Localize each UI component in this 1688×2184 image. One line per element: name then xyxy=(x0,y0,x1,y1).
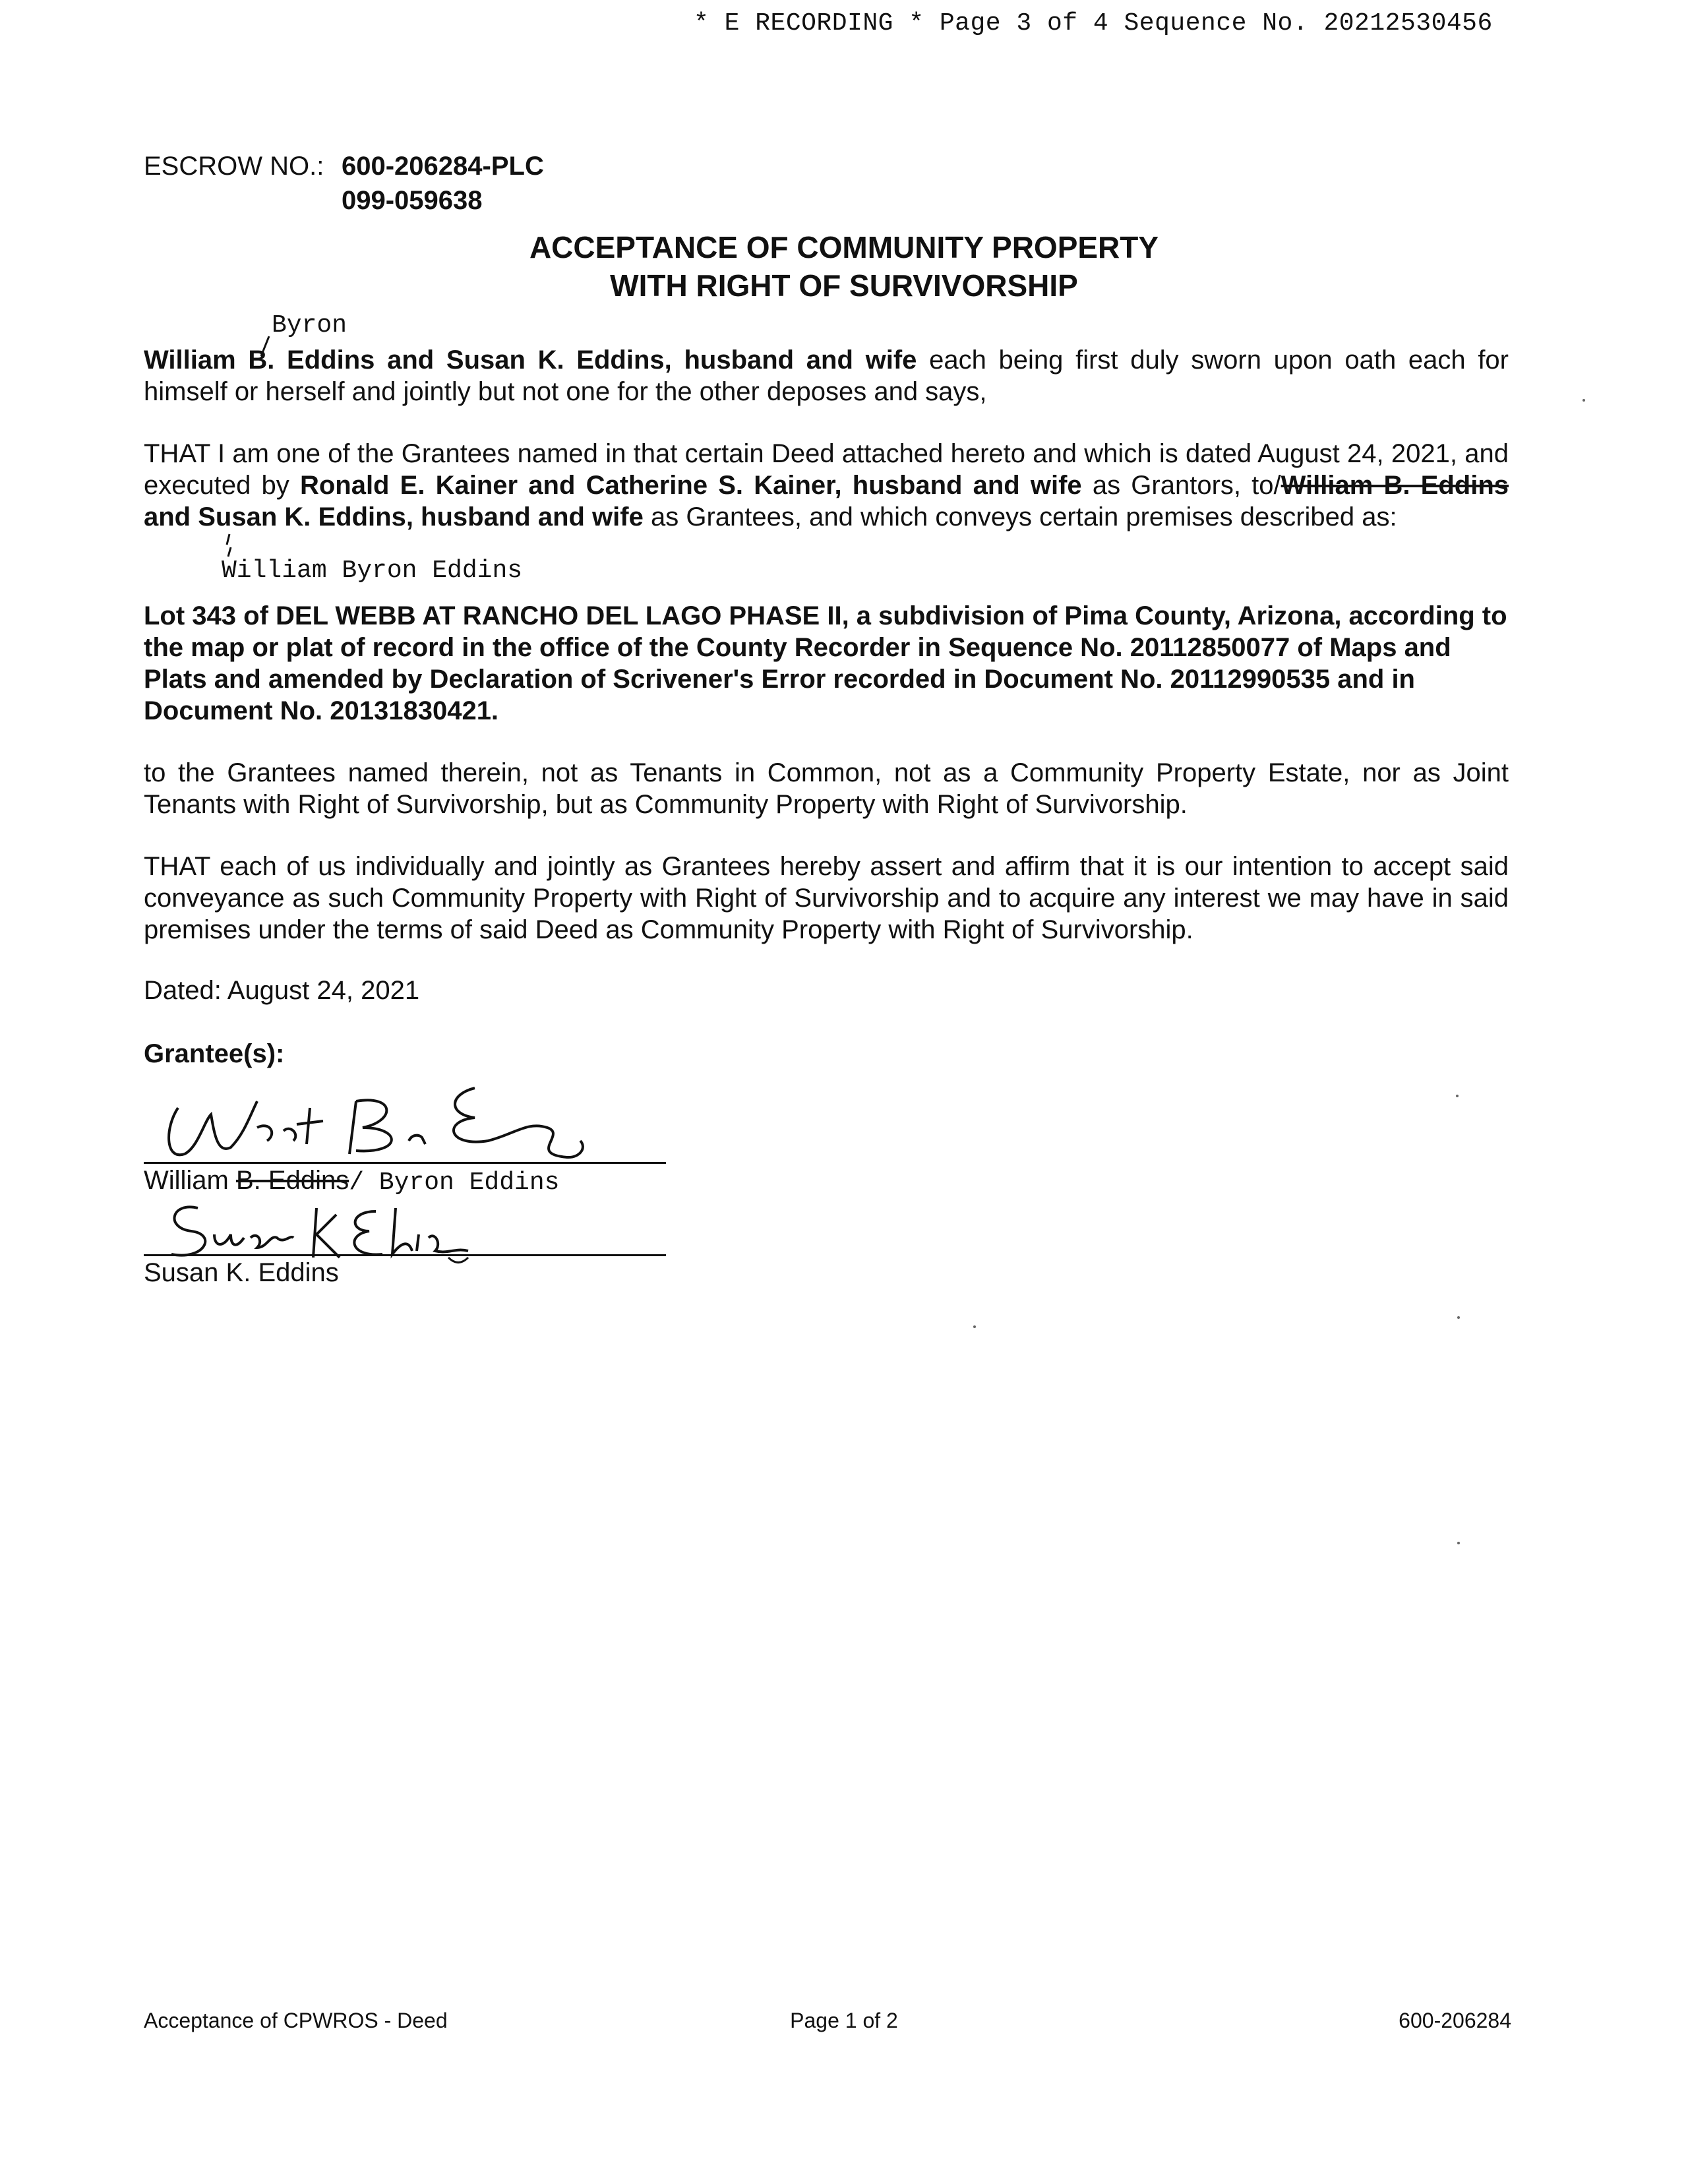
para2-text3: as Grantees, and which conveys certain premises described as: xyxy=(643,502,1397,531)
intro-name-part2: . Eddins and Susan K. Eddins, husband and wife xyxy=(267,346,917,375)
scan-speck xyxy=(1582,399,1585,402)
signature-line-1 xyxy=(144,1162,666,1164)
struck-grantee-name: William B. Eddins xyxy=(1281,471,1509,500)
signer-1-prefix: William xyxy=(144,1166,236,1195)
affirmation-paragraph: THAT each of us individually and jointly as Grantees hereby assert and affirm that it is our intention to accept said conveyance as such Community Property with Right of Survivorship and to acquire any interest we may have in said premises under the terms of said Deed as Community Property with Right of Survivorship. xyxy=(144,852,1509,944)
escrow-label: ESCROW NO.: xyxy=(144,152,324,181)
grantors-names: Ronald E. Kainer and Catherine S. Kainer, husband and wife xyxy=(299,471,1082,500)
legal-description: Lot 343 of DEL WEBB AT RANCHO DEL LAGO PHASE II, a subdivision of Pima County, Arizona, according to the map or plat of record in the office of the County Recorder in Sequence No. 20112850077 of Maps and Plats and amended by Declaration of Scrivener's Error recorded in Document No. 20112990535 and in Document No. 20131830421. xyxy=(144,601,1507,725)
handwritten-insert-byron: Byron xyxy=(272,311,347,340)
signer-1-printed-name xyxy=(144,1166,559,1197)
escrow-secondary-number: 099-059638 xyxy=(342,186,483,215)
handwritten-insert-full-name: William Byron Eddins xyxy=(222,557,523,585)
signature-william xyxy=(158,1068,620,1167)
document-title-line1: ACCEPTANCE OF COMMUNITY PROPERTY xyxy=(529,230,1159,264)
grantees-names: and Susan K. Eddins, husband and wife xyxy=(144,502,644,531)
scan-speck xyxy=(973,1325,976,1328)
footer-page-number: Page 1 of 2 xyxy=(790,2009,898,2032)
para2-text1: THAT I am one of the Grantees named in that certain Deed attached hereto and which is dated August 24, 2021, and executed by xyxy=(144,439,1509,500)
escrow-number: 600-206284-PLC xyxy=(342,152,544,181)
signature-line-2 xyxy=(144,1254,666,1256)
tenancy-paragraph: to the Grantees named therein, not as Tenants in Common, not as a Community Property Estate, nor as Joint Tenants with Right of Survivorship, but as Community Property with Right of Survivorship. xyxy=(144,758,1509,819)
signer-1-handwritten-insert: / Byron Eddins xyxy=(349,1168,560,1197)
scan-speck xyxy=(1456,1095,1459,1097)
scan-speck xyxy=(1457,1542,1460,1544)
intro-rest: each being first duly sworn upon oath each for himself or herself and jointly but not one for the other deposes and says, xyxy=(144,346,1509,406)
document-title-line2: WITH RIGHT OF SURVIVORSHIP xyxy=(610,268,1078,303)
footer-document-title: Acceptance of CPWROS - Deed xyxy=(144,2009,448,2032)
para2-text2: as Grantors, to/ xyxy=(1081,471,1281,500)
dated-line: Dated: August 24, 2021 xyxy=(144,976,420,1005)
insertion-caret-mark xyxy=(222,533,237,559)
signature-susan xyxy=(158,1195,488,1267)
grantees-label: Grantee(s): xyxy=(144,1039,285,1068)
footer-escrow-number: 600-206284 xyxy=(1399,2009,1511,2032)
signer-1-struck-name: B. Eddins xyxy=(235,1166,349,1195)
intro-name-part1: William B xyxy=(144,346,268,375)
grantees-paragraph xyxy=(144,438,1509,533)
recording-header: * E RECORDING * Page 3 of 4 Sequence No. 20212530456 xyxy=(694,9,1493,38)
signer-2-printed-name: Susan K. Eddins xyxy=(144,1258,339,1287)
intro-paragraph xyxy=(144,344,1509,408)
scan-speck xyxy=(1457,1316,1460,1319)
